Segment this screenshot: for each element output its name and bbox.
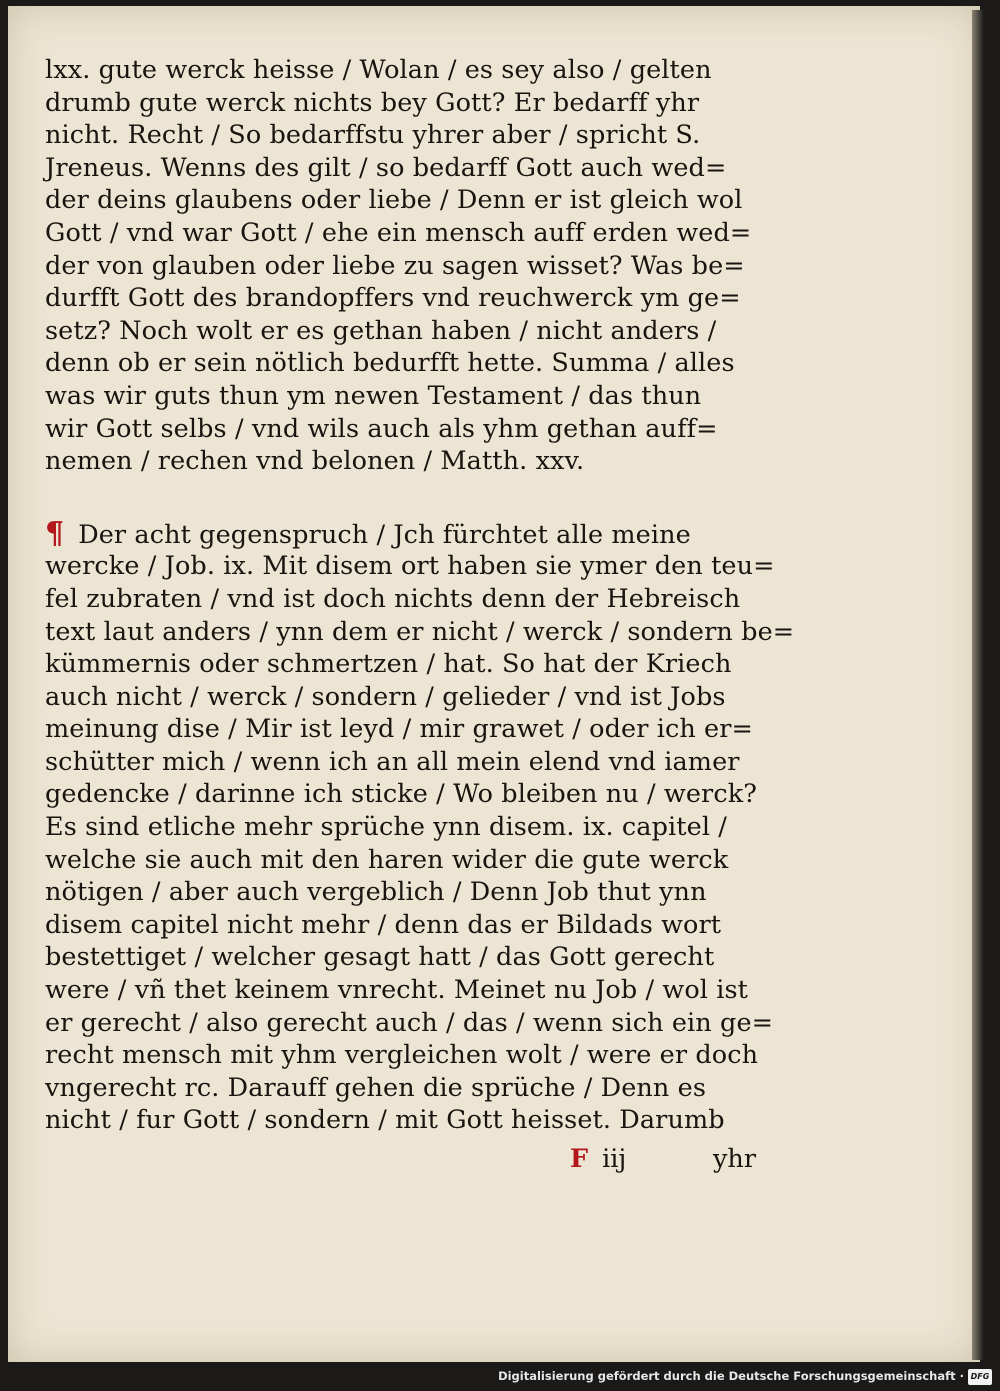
text-line: denn ob er sein nötlich bedurfft hette. Summa / alles [45, 348, 735, 379]
text-line: gedencke / darinne ich sticke / Wo bleiben nu / werck? [45, 779, 758, 810]
text-line: fel zubraten / vnd ist doch nichts denn der Hebreisch [45, 583, 741, 614]
text-line: meinung dise / Mir ist leyd / mir grawet / oder ich er= [45, 714, 754, 745]
pilcrow-mark: ¶ [45, 515, 65, 551]
text-line: kümmernis oder schmertzen / hat. So hat der Kriech [45, 649, 732, 680]
text-line: Gott / vnd war Gott / ehe ein mensch auff erden wed= [45, 217, 752, 248]
signature-number: iij [602, 1144, 627, 1174]
text-line: nicht. Recht / So bedarffstu yhrer aber / spricht S. [45, 120, 701, 151]
text-line: was wir guts thun ym newen Testament / das thun [45, 380, 702, 411]
text-line-content: Der acht gegenspruch / Jch fürchtet alle meine [78, 519, 691, 550]
text-line: nötigen / aber auch vergeblich / Denn Job thut ynn [45, 877, 707, 908]
text-line: der deins glaubens oder liebe / Denn er ist gleich wol [45, 185, 743, 216]
text-line [45, 515, 780, 551]
text-line: schütter mich / wenn ich an all mein elend vnd iamer [45, 746, 740, 777]
funding-attribution: Digitalisierung gefördert durch die Deutsche Forschungsgemeinschaft · [498, 1369, 964, 1383]
signature-line [45, 1139, 780, 1179]
text-line: nemen / rechen vnd belonen / Matth. xxv. [45, 446, 585, 477]
book-spine-edge [972, 10, 984, 1360]
text-line: er gerecht / also gerecht auch / das / wenn sich ein ge= [45, 1007, 774, 1038]
text-line: bestettiget / welcher gesagt hatt / das Gott gerecht [45, 942, 715, 973]
text-line: auch nicht / werck / sondern / gelieder / vnd ist Jobs [45, 681, 726, 712]
text-line: drumb gute werck nichts bey Gott? Er bedarff yhr [45, 87, 700, 118]
text-line: durfft Gott des brandopffers vnd reuchwerck ym ge= [45, 283, 741, 314]
text-line: der von glauben oder liebe zu sagen wisset? Was be= [45, 250, 745, 281]
text-line: lxx. gute werck heisse / Wolan / es sey also / gelten [45, 55, 712, 85]
paragraph-gap [45, 478, 780, 518]
text-line: nicht / fur Gott / sondern / mit Gott heisset. Darumb [45, 1105, 725, 1136]
catchword: yhr [713, 1144, 757, 1174]
text-line: wercke / Job. ix. Mit disem ort haben sie ymer den teu= [45, 551, 775, 582]
text-line: were / vñ thet keinem vnrecht. Meinet nu Job / wol ist [45, 975, 749, 1006]
text-line: disem capitel nicht mehr / denn das er Bildads wort [45, 909, 722, 940]
text-line: wir Gott selbs / vnd wils auch als yhm gethan auff= [45, 413, 718, 444]
text-line: recht mensch mit yhm vergleichen wolt / were er doch [45, 1040, 759, 1071]
text-line: setz? Noch wolt er es gethan haben / nicht anders / [45, 315, 717, 346]
text-line: vngerecht rc. Darauff gehen die sprüche / Denn es [45, 1072, 707, 1103]
book-page [8, 6, 980, 1362]
dfg-logo: DFG [968, 1369, 992, 1385]
text-line: Es sind etliche mehr sprüche ynn disem. ix. capitel / [45, 812, 727, 843]
signature-mark [570, 1139, 626, 1179]
paragraph-1 [45, 54, 780, 478]
text-line: text laut anders / ynn dem er nicht / werck / sondern be= [45, 616, 795, 647]
text-block [45, 54, 795, 1179]
paragraph-2 [45, 515, 795, 1137]
text-line: Jreneus. Wenns des gilt / so bedarff Gott auch wed= [45, 152, 727, 183]
signature-letter: F [570, 1144, 589, 1174]
text-line: welche sie auch mit den haren wider die gute werck [45, 844, 729, 875]
